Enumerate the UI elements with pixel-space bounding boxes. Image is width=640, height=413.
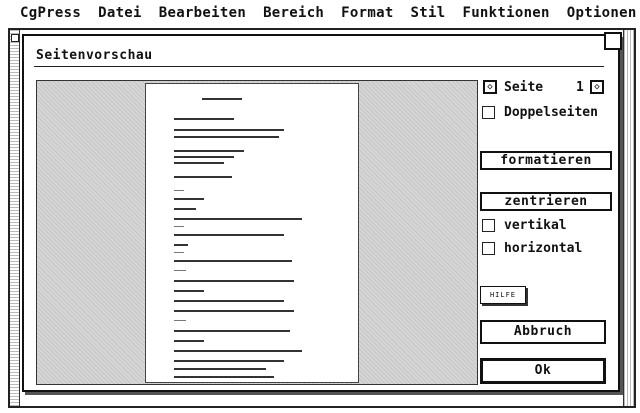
greeked-text-line — [174, 234, 284, 236]
menu-bar — [0, 0, 640, 26]
hilfe-button[interactable]: HILFE — [480, 286, 526, 304]
greeked-text-line — [174, 340, 204, 342]
greeked-text-line — [174, 190, 184, 191]
greeked-text-line — [174, 320, 186, 321]
menu-bereich[interactable]: Bereich — [263, 5, 325, 21]
window-scrollbar[interactable] — [623, 30, 634, 406]
greeked-text-line — [174, 226, 184, 227]
greeked-text-line — [174, 136, 279, 138]
fuller-box[interactable] — [604, 32, 622, 50]
window-close-box[interactable] — [11, 34, 19, 42]
greeked-text-line — [174, 218, 302, 220]
greeked-text-line — [174, 150, 244, 152]
greeked-text-line — [174, 290, 204, 292]
dialog-title: Seitenvorschau — [36, 48, 153, 63]
greeked-text-line — [174, 118, 234, 120]
menu-bearbeiten[interactable]: Bearbeiten — [158, 5, 247, 21]
greeked-heading — [202, 98, 242, 100]
preview-dialog — [22, 34, 620, 392]
greeked-text-line — [174, 310, 294, 312]
greeked-text-line — [174, 330, 290, 332]
horizontal-checkbox[interactable] — [482, 242, 495, 255]
menu-stil[interactable]: Stil — [410, 5, 446, 21]
title-divider — [34, 66, 604, 67]
menu-format[interactable]: Format — [341, 5, 394, 21]
greeked-text-line — [174, 208, 196, 210]
page-prev-button[interactable] — [483, 80, 497, 94]
page-number: 1 — [576, 80, 584, 95]
menu-cgpress[interactable]: CgPress — [20, 5, 82, 21]
greeked-text-line — [174, 252, 184, 253]
page-thumbnail — [145, 83, 359, 383]
page-next-button[interactable] — [590, 80, 604, 94]
greeked-text-line — [174, 198, 204, 200]
menu-optionen[interactable]: Optionen — [566, 5, 637, 21]
greeked-text-line — [174, 368, 266, 370]
zentrieren-button[interactable]: zentrieren — [480, 192, 612, 211]
abbruch-button[interactable]: Abbruch — [480, 320, 606, 344]
greeked-text-line — [174, 176, 232, 178]
greeked-text-line — [174, 129, 284, 131]
horizontal-label: horizontal — [504, 241, 583, 256]
ok-button[interactable]: Ok — [480, 358, 606, 384]
greeked-text-line — [174, 156, 234, 158]
doppelseiten-checkbox[interactable] — [482, 106, 495, 119]
greeked-text-line — [174, 376, 274, 378]
menu-datei[interactable]: Datei — [98, 5, 142, 21]
greeked-text-line — [174, 162, 224, 164]
menu-funktionen[interactable]: Funktionen — [462, 5, 550, 21]
window-left-border — [10, 30, 20, 406]
page-preview-area — [36, 80, 478, 385]
greeked-text-line — [174, 244, 188, 246]
greeked-text-line — [174, 300, 284, 302]
vertikal-label: vertikal — [504, 218, 567, 233]
greeked-text-line — [174, 260, 292, 262]
greeked-text-line — [174, 360, 284, 362]
greeked-text-line — [174, 270, 186, 271]
diamond-arrow-icon: ◇ — [594, 82, 600, 92]
vertikal-checkbox[interactable] — [482, 219, 495, 232]
greeked-text-line — [174, 350, 302, 352]
page-label: Seite — [504, 80, 544, 95]
diamond-arrow-icon: ◇ — [487, 82, 493, 92]
greeked-text-line — [174, 280, 294, 282]
doppelseiten-label: Doppelseiten — [504, 105, 598, 120]
formatieren-button[interactable]: formatieren — [480, 151, 612, 170]
